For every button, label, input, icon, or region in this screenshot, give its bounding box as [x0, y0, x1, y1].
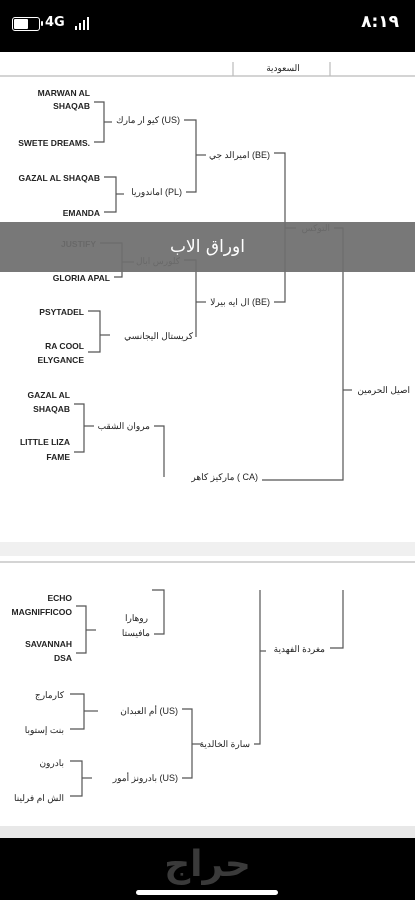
g3b-0: سارة الخالدية: [199, 739, 250, 749]
page-gap: [0, 542, 415, 556]
network-indicator: 4G: [45, 15, 65, 30]
g4-1: اماندوريا (PL): [131, 187, 182, 197]
g4-0: كيو ار مارك (US): [116, 115, 180, 125]
g2b-name: مغردة الفهدية: [273, 644, 325, 654]
header-country: السعودية: [266, 63, 300, 73]
g5-12: LITTLE LIZA: [19, 437, 70, 447]
clock: ٨:١٩: [361, 12, 399, 32]
footer: [0, 838, 415, 900]
g5b-0: ECHO: [47, 593, 72, 603]
g3-2: ماركيز كاهر ( CA): [191, 472, 258, 482]
g5-9: ELYGANCE: [37, 355, 84, 365]
g4b-3: بادرونز أمور (US): [112, 773, 178, 783]
g5-6: GLORIA APAL: [52, 273, 110, 283]
home-indicator[interactable]: [136, 890, 278, 895]
g4b-2: أم العبدان (US): [120, 706, 178, 716]
g5-11: SHAQAB: [33, 404, 70, 414]
g5-3: GAZAL AL SHAQAB: [18, 173, 100, 183]
pedigree-page-1[interactable]: [0, 52, 415, 542]
g3-0: اميرالد جي (BE): [208, 150, 270, 160]
g5b-1: MAGNIFFICOO: [11, 607, 72, 617]
g5-0: MARWAN AL: [37, 88, 90, 98]
g5-7: PSYTADEL: [39, 307, 84, 317]
g5b-3: DSA: [54, 653, 72, 663]
signal-icon: [75, 16, 89, 30]
pedigree-page-2[interactable]: [0, 556, 415, 826]
g4-4: مروان الشقب: [97, 421, 150, 431]
status-bar: [0, 0, 415, 52]
g5b-5: بنت إستوبا: [24, 725, 64, 735]
battery-icon: [12, 17, 40, 31]
g1-name: اصيل الحرمين: [357, 385, 410, 395]
g5-10: GAZAL AL: [27, 390, 70, 400]
g5-2: SWETE DREAMS.: [18, 138, 90, 148]
g5b-2: SAVANNAH: [25, 639, 72, 649]
pedigree-tree-1: [0, 52, 415, 542]
pedigree-tree-2: [0, 556, 415, 826]
page-gap-bottom: [0, 826, 415, 838]
title-banner: [0, 222, 415, 272]
g5-4: EMANDA: [62, 208, 100, 218]
g4-3: كريستال اليجانسي: [124, 331, 193, 341]
g5b-6: بادرون: [39, 758, 64, 768]
g3-1: ال ايه بيرلا (BE): [210, 297, 270, 307]
banner-title: اوراق الاب: [170, 237, 245, 257]
g4b-1: مافيستا: [121, 628, 150, 638]
g5b-4: كارمارج: [34, 690, 64, 700]
g5-13: FAME: [46, 452, 70, 462]
g5b-7: الش ام فرلينا: [14, 793, 64, 803]
haraj-logo: حراج: [164, 844, 251, 885]
g5-8: RA COOL: [45, 341, 84, 351]
g4b-0: روهارا: [124, 613, 148, 623]
g5-1: SHAQAB: [53, 101, 90, 111]
